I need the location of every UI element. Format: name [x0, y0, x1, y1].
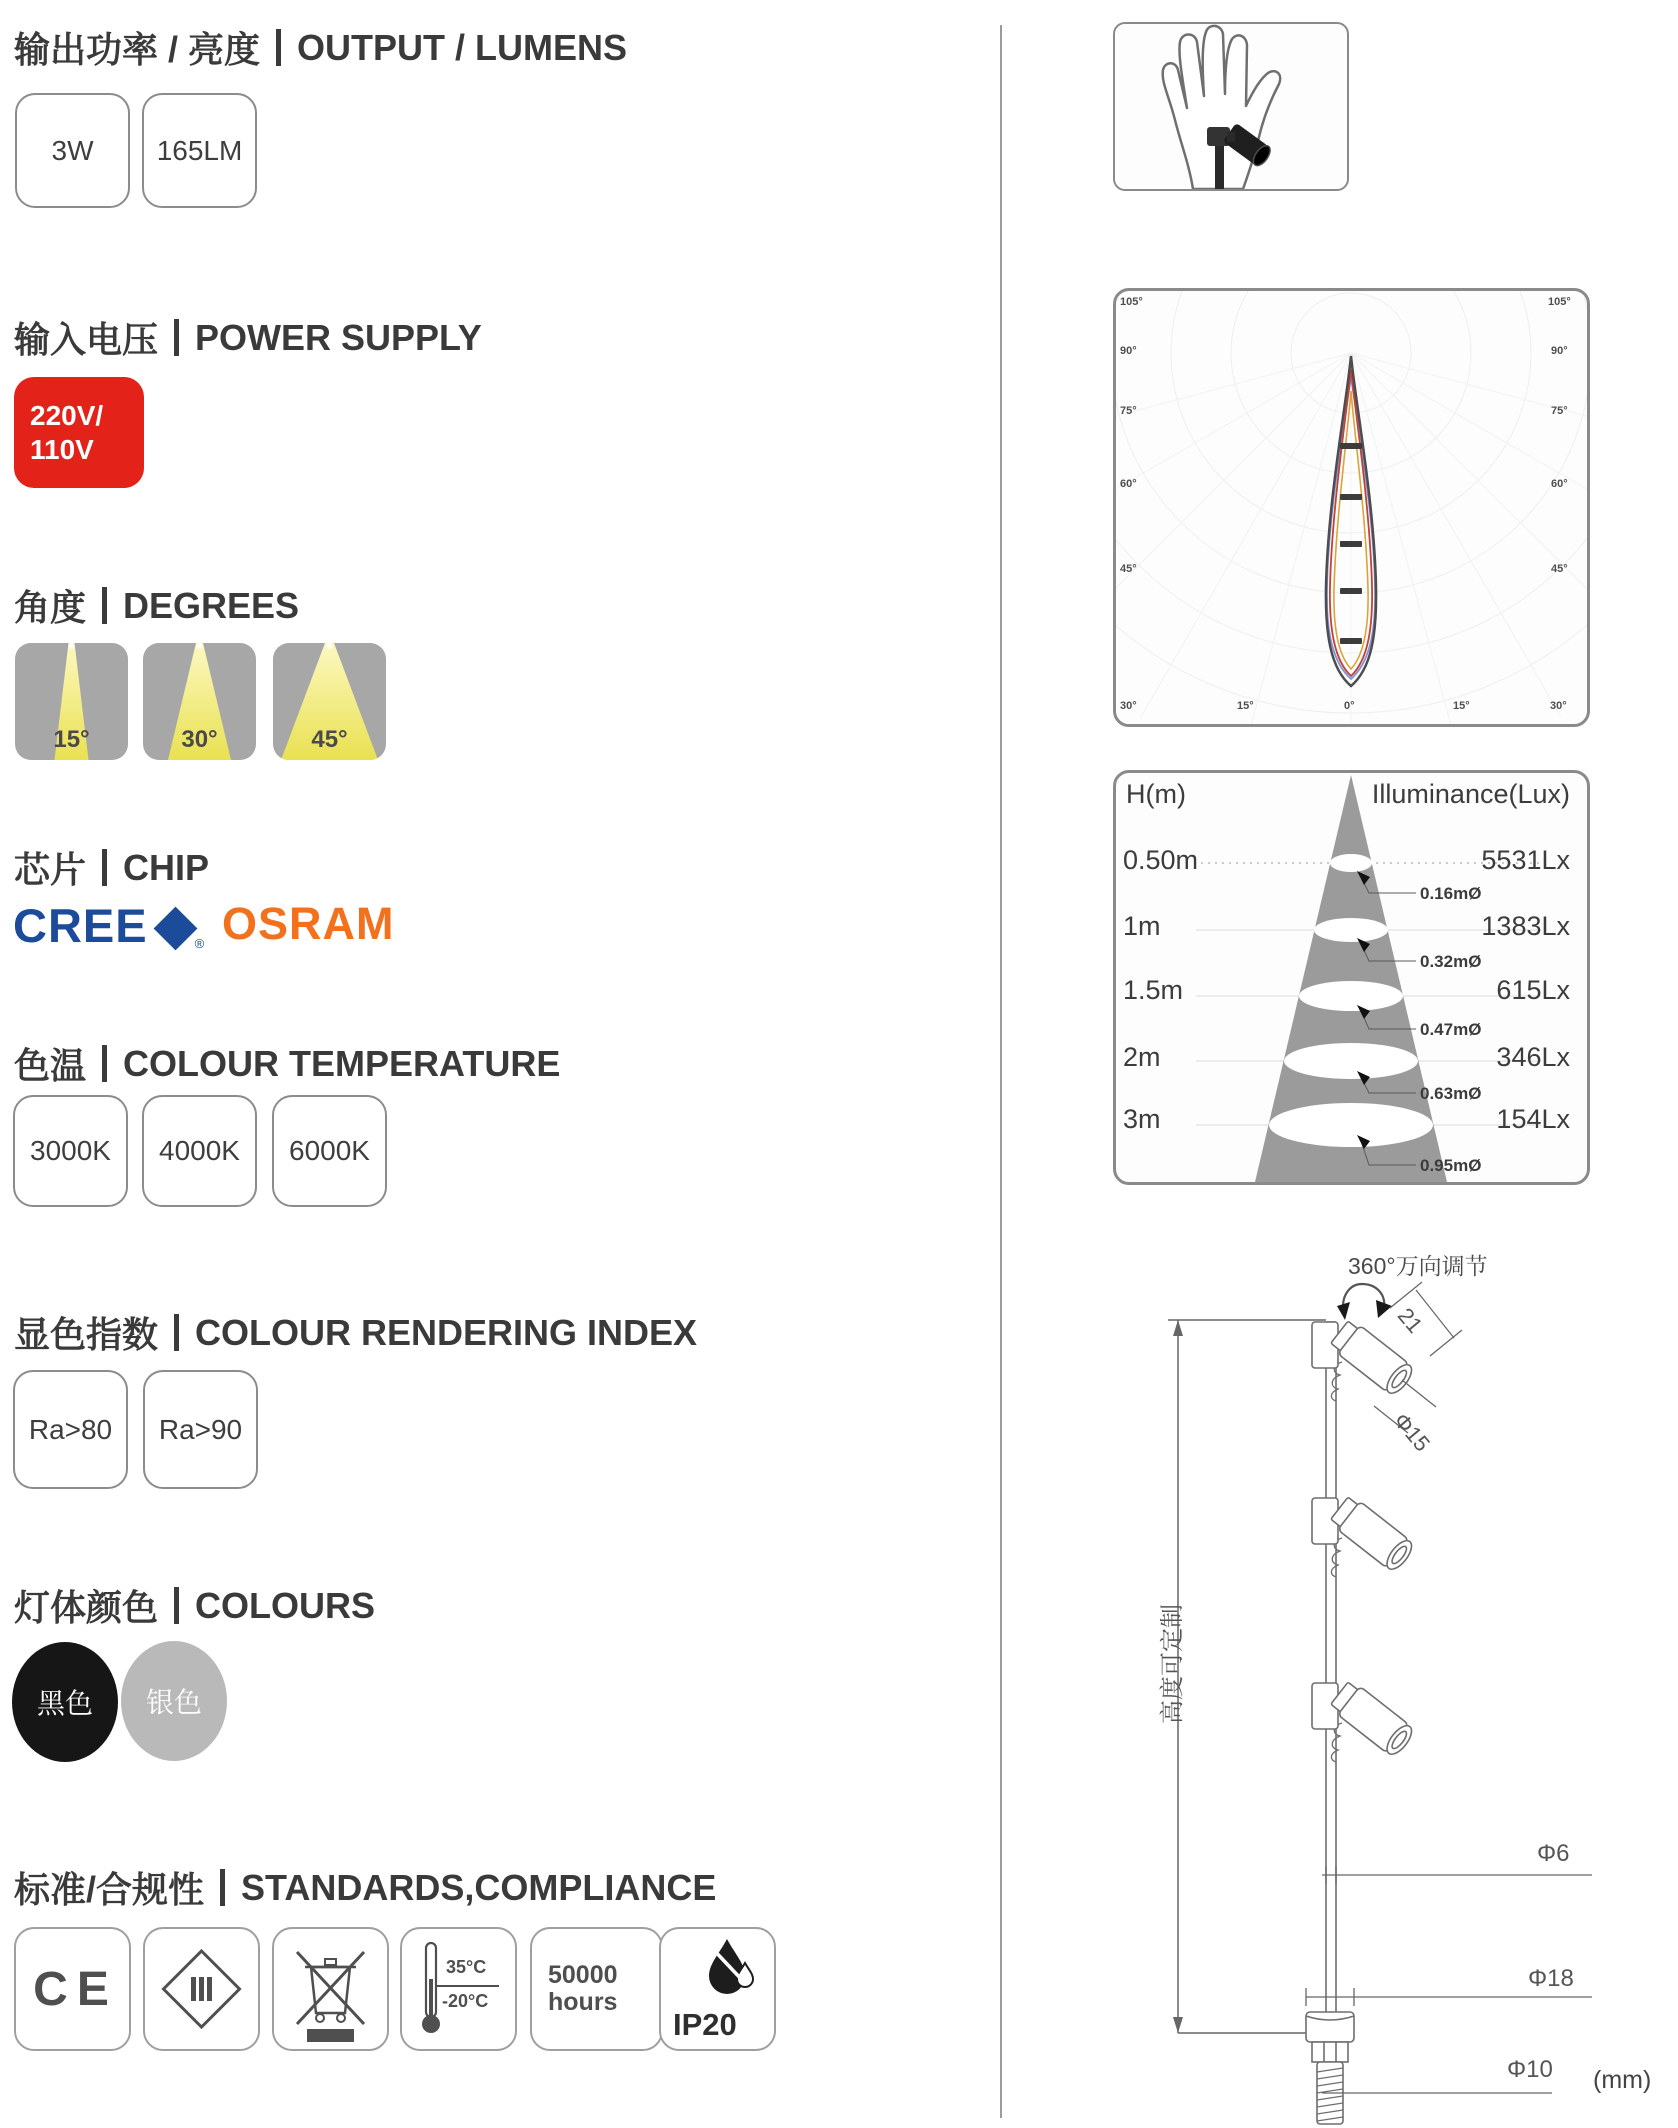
unit-mm-label: (mm): [1593, 2066, 1652, 2094]
ce-mark-box: [14, 1927, 131, 2051]
voltage-line2: 110V: [30, 433, 94, 465]
hand-scale-panel: [1113, 22, 1349, 191]
class-iii-icon: [145, 1929, 258, 2049]
dim-21-label: 21: [1392, 1303, 1428, 1338]
lux-row-value: 154Lx: [1496, 1104, 1570, 1134]
title-separator: [174, 1314, 179, 1351]
height-row-label: 3m: [1123, 1104, 1161, 1134]
height-customizable-label: 高度可定制: [1159, 1604, 1186, 1724]
value-box-lumens: 165LM: [142, 93, 257, 208]
temp-high-label: 35°C: [446, 1957, 487, 1977]
title-separator: [276, 29, 281, 66]
beam-angle-icon-30: [143, 643, 256, 760]
beam-diameter-label: 0.95mØ: [1420, 1156, 1482, 1175]
registered-mark: ®: [194, 936, 205, 951]
voltage-line1: 220V/: [30, 399, 104, 431]
column-divider: [1000, 25, 1002, 2118]
osram-logo: OSRAM: [222, 898, 395, 949]
cree-diamond-icon: [153, 907, 197, 951]
title-separator: [102, 1045, 107, 1082]
title-separator: [174, 1587, 179, 1624]
beam-diameter-label: 0.32mØ: [1420, 952, 1482, 971]
polar-left-tick: 105°: [1120, 296, 1143, 308]
ce-mark-icon: CE: [33, 1962, 118, 2016]
height-row-label: 1.5m: [1123, 975, 1184, 1005]
value-box-wattage: 3W: [15, 93, 130, 208]
cri-box-ra90: Ra>90: [143, 1370, 258, 1489]
section-title-degrees: [14, 580, 299, 631]
hand-holding-lamp-icon: [1115, 24, 1347, 189]
polar-right-tick: 105°: [1548, 296, 1571, 308]
polar-left-tick: 75°: [1120, 405, 1137, 417]
illuminance-h-header: H(m): [1126, 779, 1186, 809]
height-row-label: 2m: [1123, 1042, 1161, 1072]
title-zh: 灯体颜色: [14, 1587, 159, 1628]
colour-swatch-black: 黑色: [12, 1642, 118, 1762]
title-zh: 输入电压: [14, 319, 159, 360]
cct-box-6000k: 6000K: [272, 1095, 387, 1207]
height-row-label: 0.50m: [1123, 845, 1199, 875]
title-en: COLOUR TEMPERATURE: [123, 1042, 561, 1084]
section-title-standards: [14, 1862, 716, 1913]
dim-phi18-label: Φ18: [1528, 1965, 1574, 1992]
polar-bottom-tick: 15°: [1237, 700, 1254, 712]
lifetime-hours-unit: hours: [548, 1988, 618, 2016]
beam-diameter-label: 0.16mØ: [1420, 884, 1482, 903]
polar-right-tick: 60°: [1551, 478, 1568, 490]
voltage-badge: [14, 377, 144, 488]
colour-swatch-silver: 银色: [121, 1641, 227, 1761]
cct-box-3000k: 3000K: [13, 1095, 128, 1207]
cct-box-4000k: 4000K: [142, 1095, 257, 1207]
weee-crossed-bin-icon: [274, 1929, 387, 2049]
polar-left-tick: 90°: [1120, 345, 1137, 357]
beam-diameter-label: 0.47mØ: [1420, 1020, 1482, 1039]
polar-left-tick: 45°: [1120, 563, 1137, 575]
beam-angle-label: 45°: [311, 726, 348, 753]
lux-row-value: 5531Lx: [1481, 845, 1570, 875]
lifetime-hours-value: 50000: [548, 1960, 618, 1989]
polar-bottom-tick: 0°: [1344, 700, 1355, 712]
title-zh: 显色指数: [14, 1314, 159, 1355]
section-title-cct: [14, 1038, 560, 1089]
title-en: COLOUR RENDERING INDEX: [195, 1311, 698, 1353]
polar-bottom-tick: 30°: [1550, 700, 1567, 712]
polar-right-tick: 90°: [1551, 345, 1568, 357]
dim-phi10-label: Φ10: [1507, 2056, 1553, 2083]
cri-box-ra80: Ra>80: [13, 1370, 128, 1489]
cree-logo: [13, 898, 204, 953]
polar-left-tick: 60°: [1120, 478, 1137, 490]
beam-angle-icon-45: [273, 643, 386, 760]
beam-angle-icon-15: [15, 643, 128, 760]
dim-phi15-label: Φ15: [1388, 1408, 1436, 1457]
beam-angle-label: 30°: [181, 726, 218, 753]
lifetime-box: [530, 1927, 663, 2051]
section-title-chip: [14, 842, 209, 893]
illuminance-lux-header: Illuminance(Lux): [1371, 779, 1570, 809]
photometric-polar-panel: [1113, 288, 1590, 727]
weee-bin-box: [272, 1927, 389, 2051]
cree-logo-text: CREE: [13, 899, 148, 952]
title-zh: 芯片: [14, 849, 87, 890]
title-en: STANDARDS,COMPLIANCE: [241, 1866, 717, 1908]
lux-row-value: 346Lx: [1496, 1042, 1570, 1072]
thermometer-icon: [402, 1929, 515, 2049]
section-title-power: [14, 312, 482, 363]
title-en: POWER SUPPLY: [195, 316, 482, 358]
title-en: COLOURS: [195, 1584, 376, 1626]
title-zh: 标准/合规性: [14, 1869, 205, 1910]
dim-phi6-label: Φ6: [1537, 1840, 1570, 1867]
title-en: CHIP: [123, 846, 210, 888]
polar-bottom-tick: 15°: [1453, 700, 1470, 712]
class-iii-box: [143, 1927, 260, 2051]
section-title-cri: [14, 1307, 697, 1358]
title-separator: [220, 1869, 225, 1906]
temperature-range-box: [400, 1927, 517, 2051]
title-en: OUTPUT / LUMENS: [297, 26, 628, 68]
section-title-colours: [14, 1580, 375, 1631]
title-separator: [102, 587, 107, 624]
beam-diameter-label: 0.63mØ: [1420, 1084, 1482, 1103]
lux-row-value: 1383Lx: [1481, 911, 1570, 941]
rotation-label: 360°万向调节: [1348, 1253, 1488, 1279]
height-row-label: 1m: [1123, 911, 1161, 941]
polar-right-tick: 75°: [1551, 405, 1568, 417]
title-zh: 色温: [14, 1045, 87, 1086]
title-zh: 输出功率 / 亮度: [14, 29, 261, 70]
title-en: DEGREES: [123, 584, 300, 626]
section-title-output: [14, 22, 627, 73]
lux-row-value: 615Lx: [1496, 975, 1570, 1005]
temp-low-label: -20°C: [442, 1991, 489, 2011]
beam-angle-label: 15°: [53, 726, 90, 753]
polar-right-tick: 45°: [1551, 563, 1568, 575]
ip-rating-label: IP20: [673, 2007, 737, 2042]
polar-distribution-chart: [1116, 291, 1587, 724]
polar-bottom-tick: 30°: [1120, 700, 1137, 712]
title-separator: [102, 849, 107, 886]
title-zh: 角度: [14, 587, 87, 628]
title-separator: [174, 319, 179, 356]
ip-rating-box: [659, 1927, 776, 2051]
